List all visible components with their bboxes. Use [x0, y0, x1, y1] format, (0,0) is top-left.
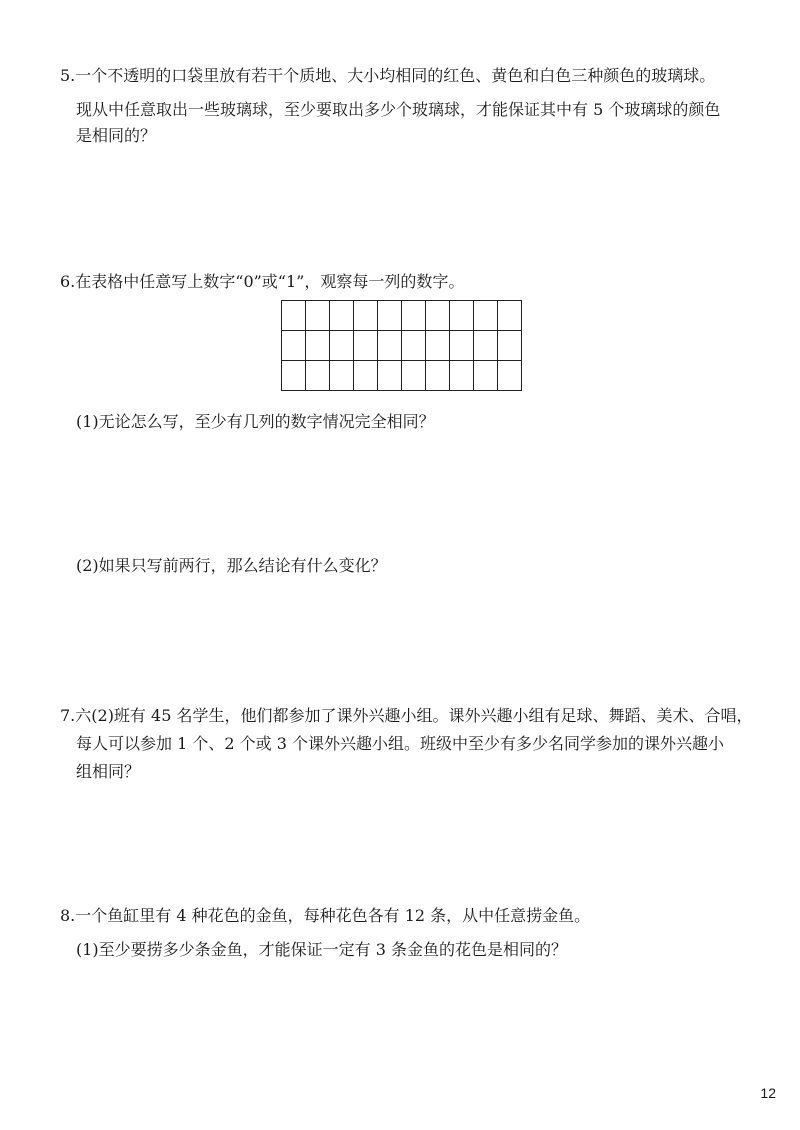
grid-cell[interactable]: [426, 331, 450, 361]
grid-cell[interactable]: [426, 361, 450, 391]
grid-cell[interactable]: [354, 301, 378, 331]
grid-cell[interactable]: [354, 331, 378, 361]
grid-cell[interactable]: [474, 361, 498, 391]
grid-cell[interactable]: [306, 361, 330, 391]
grid-cell[interactable]: [402, 301, 426, 331]
grid-cell[interactable]: [450, 361, 474, 391]
grid-cell[interactable]: [330, 301, 354, 331]
grid-cell[interactable]: [330, 331, 354, 361]
grid-cell[interactable]: [498, 331, 522, 361]
grid-cell[interactable]: [330, 361, 354, 391]
q5-line-2: 现从中任意取出一些玻璃球，至少要取出多少个玻璃球，才能保证其中有 5 个玻璃球的颜色: [76, 100, 721, 119]
grid-cell[interactable]: [378, 301, 402, 331]
grid-row: [282, 361, 522, 391]
grid-cell[interactable]: [306, 301, 330, 331]
grid-cell[interactable]: [498, 361, 522, 391]
grid-cell[interactable]: [354, 361, 378, 391]
grid-cell[interactable]: [282, 361, 306, 391]
answer-grid[interactable]: [281, 300, 522, 391]
q6-sub-question-2: (2)如果只写前两行，那么结论有什么变化？: [76, 556, 387, 575]
grid-cell[interactable]: [402, 331, 426, 361]
q5-line-3: 是相同的？: [76, 126, 157, 145]
q7-line-2: 每人可以参加 1 个、2 个或 3 个课外兴趣小组。班级中至少有多少名同学参加的课外兴趣小: [76, 734, 724, 753]
page-number: 12: [760, 1085, 776, 1101]
grid-cell[interactable]: [450, 301, 474, 331]
grid-cell[interactable]: [282, 331, 306, 361]
q8-line-1: 8.一个鱼缸里有 4 种花色的金鱼，每种花色各有 12 条，从中任意捞金鱼。: [60, 906, 591, 925]
grid-cell[interactable]: [378, 331, 402, 361]
grid-cell[interactable]: [498, 301, 522, 331]
q6-sub-question-1: (1)无论怎么写，至少有几列的数字情况完全相同？: [76, 412, 435, 431]
grid-row: [282, 331, 522, 361]
grid-cell[interactable]: [306, 331, 330, 361]
q6-intro: 6.在表格中任意写上数字“0”或“1”，观察每一列的数字。: [60, 272, 465, 291]
grid-cell[interactable]: [402, 361, 426, 391]
grid-cell[interactable]: [450, 331, 474, 361]
q7-line-1: 7.六(2)班有 45 名学生，他们都参加了课外兴趣小组。课外兴趣小组有足球、舞蹈、美术、合唱，: [60, 706, 753, 725]
grid-cell[interactable]: [426, 301, 450, 331]
grid-cell[interactable]: [282, 301, 306, 331]
grid-cell[interactable]: [474, 301, 498, 331]
grid-cell[interactable]: [378, 361, 402, 391]
q8-sub-question-1: (1)至少要捞多少条金鱼，才能保证一定有 3 条金鱼的花色是相同的？: [76, 940, 568, 959]
q5-line-1: 5.一个不透明的口袋里放有若干个质地、大小均相同的红色、黄色和白色三种颜色的玻璃球。: [60, 66, 716, 85]
grid-cell[interactable]: [474, 331, 498, 361]
q7-line-3: 组相同？: [76, 762, 141, 781]
grid-row: [282, 301, 522, 331]
